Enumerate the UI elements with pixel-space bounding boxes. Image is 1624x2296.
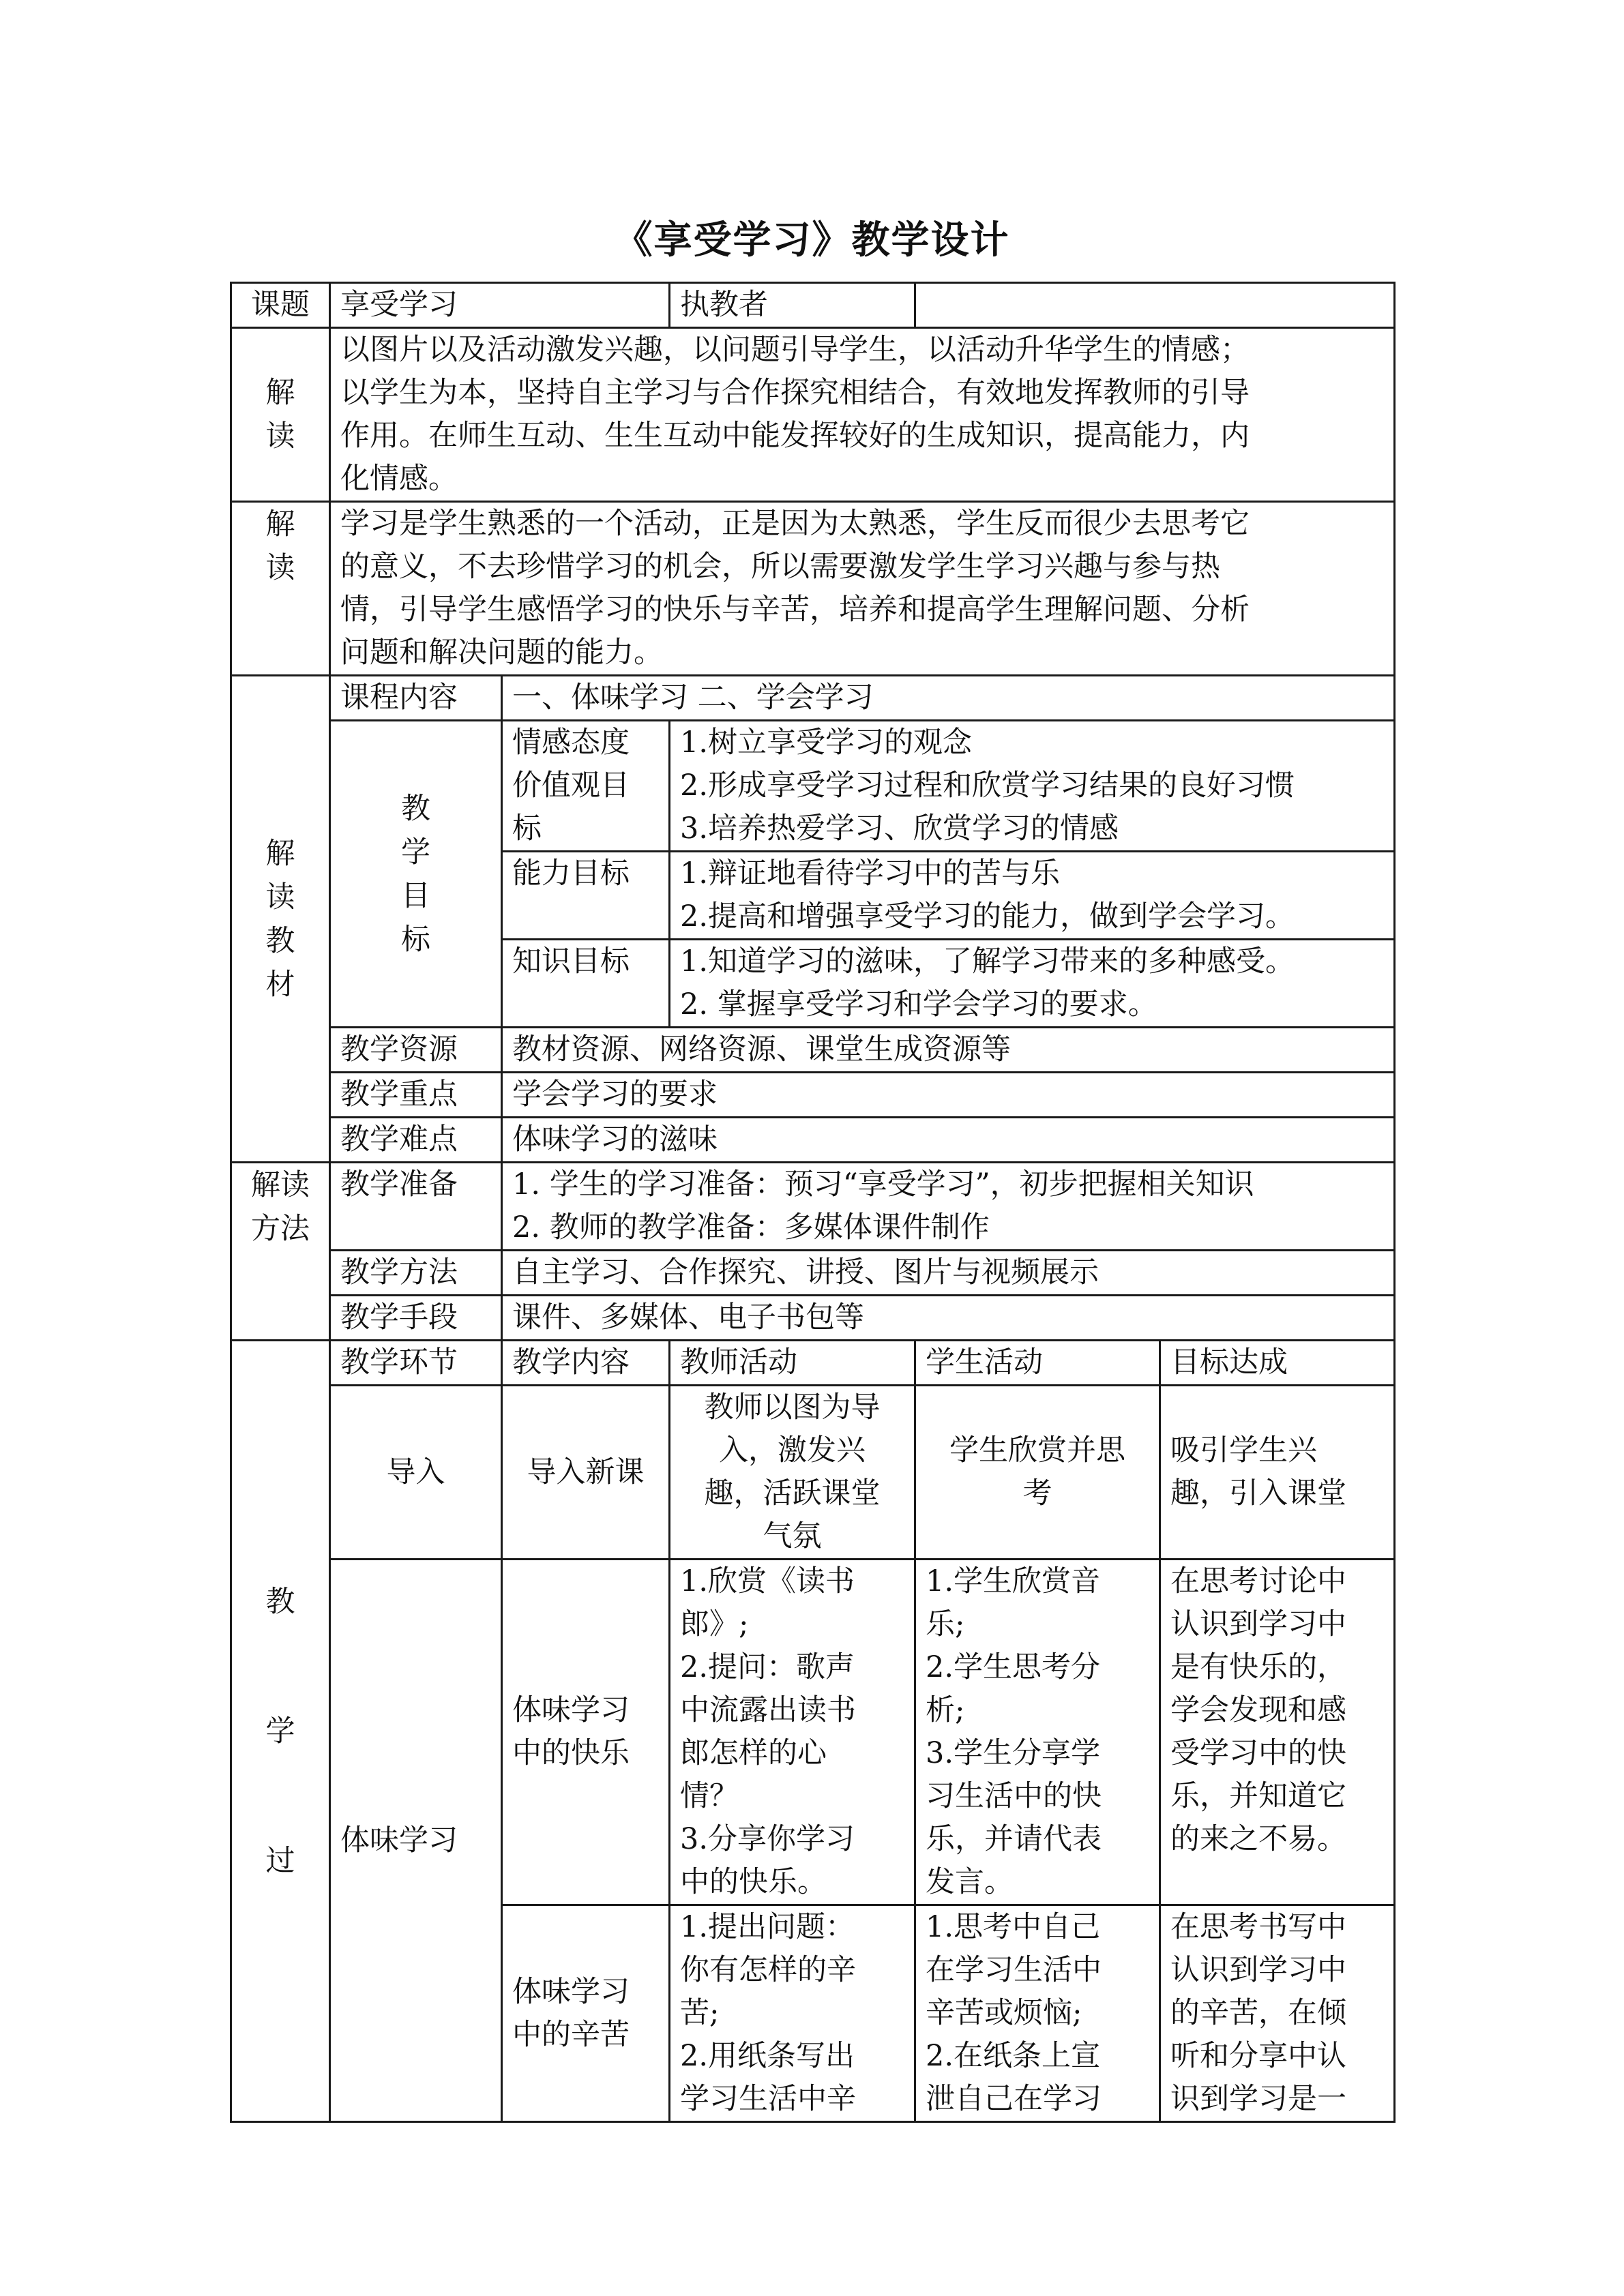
goal-line: 的来之不易。: [1170, 1822, 1346, 1856]
student-activity-line: 3.学生分享学: [926, 1736, 1101, 1770]
intro-stage: 导入: [330, 1386, 502, 1560]
emotion-objective-items: [670, 721, 1395, 852]
philosophy-line: 以学生为本，坚持自主学习与合作探究相结合，有效地发挥教师的引导: [340, 376, 1250, 410]
goal-line: 受学习中的快: [1170, 1736, 1346, 1770]
preparation-label: 教学准备: [330, 1163, 502, 1251]
student-activity-line: 发言。: [926, 1865, 1014, 1899]
philosophy-label-line: 读: [265, 419, 295, 453]
students-label-line: 读: [265, 551, 295, 585]
teacher-activity-line: 中流露出读书: [680, 1693, 856, 1727]
objectives-label-char: 教: [401, 791, 430, 826]
column-header: 目标达成: [1160, 1341, 1395, 1386]
resources-label: 教学资源: [330, 1028, 502, 1073]
objective-label-line: 价值观目: [512, 769, 630, 803]
students-line: 学习是学生熟悉的一个活动，正是因为太熟悉，学生反而很少去思考它: [340, 507, 1250, 541]
objectives-label-char: 标: [401, 922, 430, 957]
experience-stage: 体味学习: [330, 1560, 502, 2122]
preparation-item: 1. 学生的学习准备：预习“享受学习”，初步把握相关知识: [512, 1167, 1254, 1202]
philosophy-row: [231, 328, 1395, 502]
intro-row: [231, 1386, 1395, 1560]
means-row: [231, 1296, 1395, 1341]
preparation-item: 2. 教师的教学准备：多媒体课件制作: [512, 1210, 990, 1244]
students-text: [330, 502, 1395, 676]
hardship-goal: [1160, 1905, 1395, 2122]
teacher-activity-line: 3.分享你学习: [680, 1822, 855, 1856]
intro-content: 导入新课: [502, 1386, 670, 1560]
difficulty-value: 体味学习的滋味: [502, 1118, 1395, 1163]
objective-item: 1.树立享受学习的观念: [680, 726, 973, 760]
emotion-objective-label: [502, 721, 670, 852]
intro-teacher-activity: [670, 1386, 915, 1560]
method-value: 自主学习、合作探究、讲授、图片与视频展示: [502, 1251, 1395, 1296]
student-activity-line: 考: [1022, 1476, 1052, 1510]
teacher-activity-line: 2.用纸条写出: [680, 2039, 855, 2073]
objectives-label-char: 学: [401, 835, 430, 869]
objectives-label: [330, 721, 502, 1028]
students-label-line: 解: [265, 507, 295, 541]
goal-line: 在思考书写中: [1170, 1910, 1346, 1944]
student-activity-line: 乐;: [926, 1607, 965, 1641]
teacher-activity-line: 入，激发兴: [719, 1433, 866, 1467]
goal-line: 乐，并知道它: [1170, 1779, 1346, 1813]
student-activity-line: 乐，并请代表: [926, 1822, 1102, 1856]
topic-value: 享受学习: [330, 283, 670, 328]
process-label-char: 过: [265, 1843, 295, 1878]
method-label: 教学方法: [330, 1251, 502, 1296]
joy-student-activity: [915, 1560, 1160, 1905]
objective-row: [231, 721, 1395, 852]
student-activity-line: 1.思考中自己: [926, 1910, 1101, 1944]
column-header: 教学内容: [502, 1341, 670, 1386]
difficulty-row: [231, 1118, 1395, 1163]
course-content-row: [231, 676, 1395, 721]
process-label-char: 学: [265, 1714, 295, 1748]
content-line: 体味学习: [512, 1974, 630, 2009]
student-activity-line: 泄自己在学习: [926, 2082, 1102, 2116]
goal-line: 吸引学生兴: [1170, 1433, 1317, 1467]
textbook-label-char: 读: [265, 880, 295, 914]
objective-label-line: 能力目标: [512, 856, 630, 891]
philosophy-label: [231, 328, 330, 502]
students-line: 问题和解决问题的能力。: [340, 636, 663, 670]
teacher-activity-line: 1.提出问题：: [680, 1910, 855, 1944]
content-line: 中的快乐: [512, 1736, 630, 1770]
textbook-label-char: 解: [265, 836, 295, 871]
textbook-label-char: 教: [265, 923, 295, 958]
objective-item: 3.培养热爱学习、欣赏学习的情感: [680, 811, 1119, 846]
teacher-activity-line: 情？: [680, 1779, 739, 1813]
process-label: [231, 1341, 330, 2122]
teacher-label: 执教者: [670, 283, 915, 328]
column-header: 教师活动: [670, 1341, 915, 1386]
teacher-activity-line: 中的快乐。: [680, 1865, 827, 1899]
joy-content: [502, 1560, 670, 1905]
column-header: 教学环节: [330, 1341, 502, 1386]
teacher-activity-line: 学习生活中辛: [680, 2082, 856, 2116]
column-header: 学生活动: [915, 1341, 1160, 1386]
lesson-plan-table: [230, 282, 1396, 2123]
student-activity-line: 习生活中的快: [926, 1779, 1102, 1813]
course-content-label: 课程内容: [330, 676, 502, 721]
students-row: [231, 502, 1395, 676]
goal-line: 认识到学习中: [1170, 1953, 1346, 1987]
methods-label: [231, 1163, 330, 1341]
goal-line: 识到学习是一: [1170, 2082, 1346, 2116]
textbook-label-char: 材: [265, 967, 295, 1002]
joy-row: [231, 1560, 1395, 1905]
means-value: 课件、多媒体、电子书包等: [502, 1296, 1395, 1341]
objective-label-line: 标: [512, 811, 542, 846]
means-label: 教学手段: [330, 1296, 502, 1341]
goal-line: 是有快乐的，: [1170, 1650, 1346, 1684]
objective-label-line: 知识目标: [512, 944, 630, 979]
goal-line: 认识到学习中: [1170, 1607, 1346, 1641]
hardship-teacher-activity: [670, 1905, 915, 2122]
teacher-activity-line: 你有怎样的辛: [680, 1953, 856, 1987]
document-title: 《享受学习》教学设计: [614, 218, 1010, 263]
joy-goal: [1160, 1560, 1395, 1905]
goal-line: 趣，引入课堂: [1170, 1476, 1346, 1510]
teacher-activity-line: 苦;: [680, 1996, 720, 2030]
intro-goal: [1160, 1386, 1395, 1560]
goal-line: 学会发现和感: [1170, 1693, 1346, 1727]
teacher-activity-line: 气氛: [763, 1519, 822, 1553]
hardship-student-activity: [915, 1905, 1160, 2122]
goal-line: 在思考讨论中: [1170, 1564, 1346, 1598]
knowledge-objective-label: [502, 940, 670, 1028]
student-activity-line: 学生欣赏并思: [949, 1433, 1125, 1467]
objective-label-line: 情感态度: [512, 726, 630, 760]
students-label: [231, 502, 330, 676]
ability-objective-items: [670, 852, 1395, 940]
difficulty-label: 教学难点: [330, 1118, 502, 1163]
resources-value: 教材资源、网络资源、课堂生成资源等: [502, 1028, 1395, 1073]
teacher-activity-line: 郎》;: [680, 1607, 749, 1641]
hardship-content: [502, 1905, 670, 2122]
student-activity-line: 1.学生欣赏音: [926, 1564, 1101, 1598]
joy-teacher-activity: [670, 1560, 915, 1905]
philosophy-line: 作用。在师生互动、生生互动中能发挥较好的生成知识，提高能力，内: [340, 419, 1250, 453]
student-activity-line: 在学习生活中: [926, 1953, 1102, 1987]
objective-item: 1.辩证地看待学习中的苦与乐: [680, 856, 1061, 891]
content-line: 体味学习: [512, 1693, 630, 1727]
ability-objective-label: [502, 852, 670, 940]
teacher-activity-line: 1.欣赏《读书: [680, 1564, 855, 1598]
resources-row: [231, 1028, 1395, 1073]
key-points-label: 教学重点: [330, 1073, 502, 1118]
preparation-items: [502, 1163, 1395, 1251]
topic-row: [231, 283, 1395, 328]
student-activity-line: 2.在纸条上宣: [926, 2039, 1101, 2073]
teacher-activity-line: 教师以图为导: [704, 1390, 881, 1425]
goal-line: 的辛苦，在倾: [1170, 1996, 1346, 2030]
textbook-label: [231, 676, 330, 1163]
preparation-row: [231, 1163, 1395, 1251]
teacher-activity-line: 郎怎样的心: [680, 1736, 827, 1770]
objective-item: 1.知道学习的滋味，了解学习带来的多种感受。: [680, 944, 1295, 979]
teacher-activity-line: 2.提问：歌声: [680, 1650, 855, 1684]
philosophy-text: [330, 328, 1395, 502]
methods-label-line: 解读: [251, 1168, 310, 1202]
key-points-value: 学会学习的要求: [502, 1073, 1395, 1118]
students-line: 的意义，不去珍惜学习的机会，所以需要激发学生学习兴趣与参与热: [340, 550, 1220, 584]
student-activity-line: 辛苦或烦恼;: [926, 1996, 1082, 2030]
topic-label: 课题: [231, 283, 330, 328]
student-activity-line: 2.学生思考分: [926, 1650, 1101, 1684]
knowledge-objective-items: [670, 940, 1395, 1028]
philosophy-line: 化情感。: [340, 462, 458, 496]
key-points-row: [231, 1073, 1395, 1118]
students-line: 情，引导学生感悟学习的快乐与辛苦，培养和提高学生理解问题、分析: [340, 593, 1250, 627]
goal-line: 听和分享中认: [1170, 2039, 1346, 2073]
method-row: [231, 1251, 1395, 1296]
objective-item: 2. 掌握享受学习和学会学习的要求。: [680, 987, 1157, 1022]
course-content-value: 一、体味学习 二、学会学习: [502, 676, 1395, 721]
methods-label-line: 方法: [251, 1212, 310, 1246]
content-line: 中的辛苦: [512, 2017, 630, 2052]
philosophy-line: 以图片以及活动激发兴趣，以问题引导学生，以活动升华学生的情感；: [340, 333, 1250, 367]
student-activity-line: 析;: [926, 1693, 965, 1727]
process-header-row: [231, 1341, 1395, 1386]
process-label-char: 教: [265, 1584, 295, 1619]
objectives-label-char: 目: [401, 878, 430, 913]
intro-student-activity: [915, 1386, 1160, 1560]
teacher-value: [915, 283, 1395, 328]
philosophy-label-line: 解: [265, 376, 295, 410]
objective-item: 2.提高和增强享受学习的能力，做到学会学习。: [680, 899, 1295, 934]
teacher-activity-line: 趣，活跃课堂: [704, 1476, 881, 1510]
objective-item: 2.形成享受学习过程和欣赏学习结果的良好习惯: [680, 769, 1295, 803]
